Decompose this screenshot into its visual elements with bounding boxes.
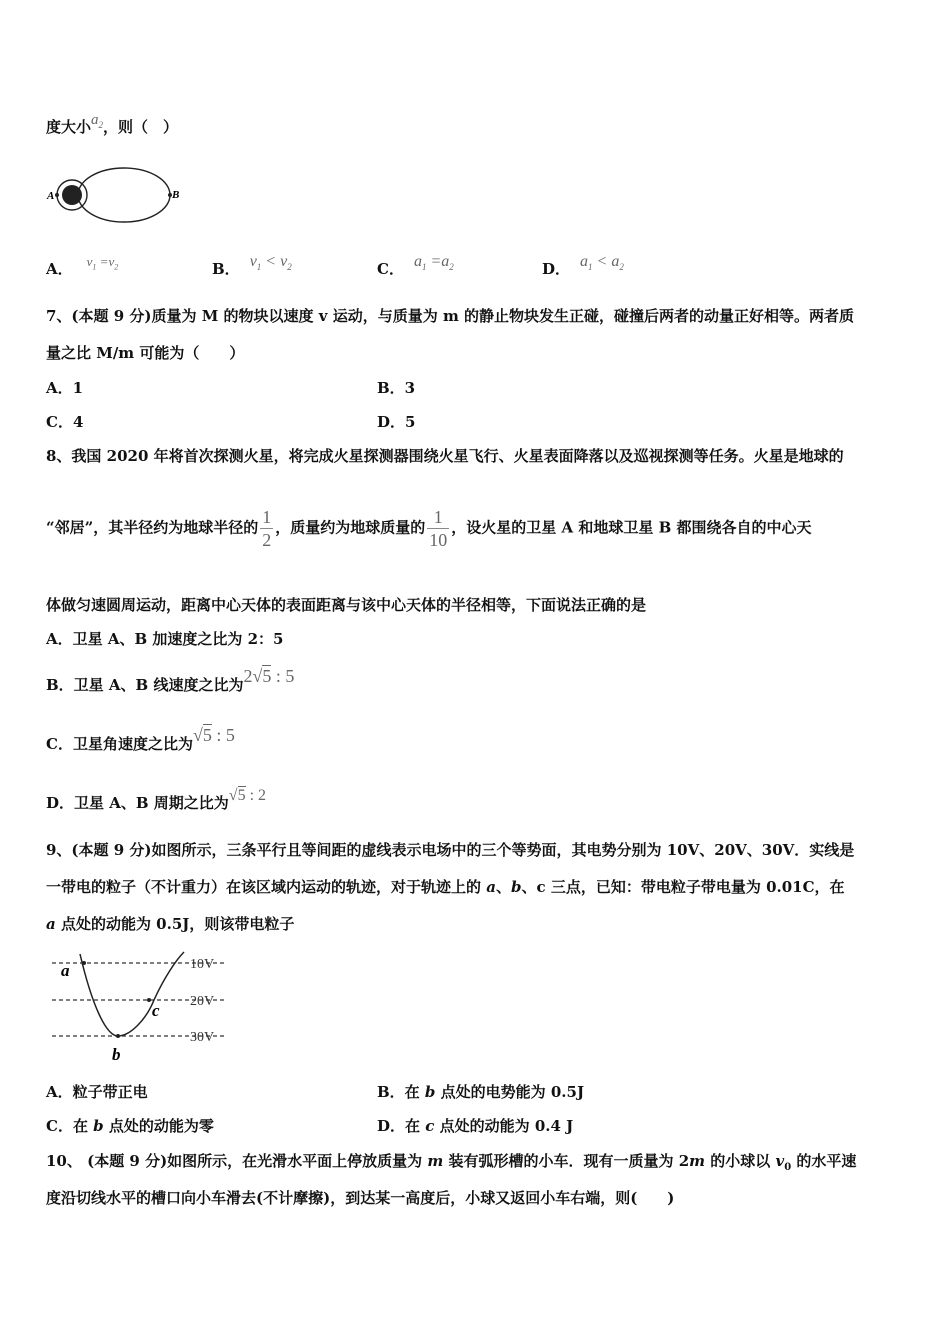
q8-line1: 8、我国 2020 年将首次探测火星，将完成火星探测器围绕火星飞行、火星表面降落以及巡视探测等任务。火星是地球的 <box>46 447 844 465</box>
label-c: c <box>152 1001 160 1020</box>
q9-line2: 一带电的粒子（不计重力）在该区域内运动的轨迹，对于轨迹上的 a、b、c 三点，已知：带电粒子带电量为 0.01C，在 <box>46 878 845 896</box>
particle-trajectory <box>80 952 184 1036</box>
point-a-marker <box>82 961 86 965</box>
q10-line2: 度沿切线水平的槽口向小车滑去(不计摩擦)，到达某一高度后，小球又返回小车右端，则( ) <box>46 1189 675 1207</box>
q9-field-figure <box>44 950 234 1065</box>
q8-option-d-math: √5 : 2 <box>228 787 267 804</box>
label-b: B <box>172 189 180 201</box>
q8-line2 <box>46 506 812 551</box>
q8-line2-b: ，质量约为地球质量的 <box>275 518 426 537</box>
q6-a2: $a_2$ <box>91 112 104 130</box>
q9-line1: 9、(本题 9 分)如图所示，三条平行且等间距的虚线表示电场中的三个等势面，其电势分别为 10V、20V、30V．实线是 <box>46 841 855 859</box>
q6-orbit-figure <box>44 158 184 233</box>
q9-line3: a 点处的动能为 0.5J，则该带电粒子 <box>46 915 295 933</box>
q8-line2-a: “邻居”，其半径约为地球半径的 <box>46 518 259 537</box>
q6-tail-text: 度大小 <box>46 118 92 136</box>
q7-line1: 7、(本题 9 分)质量为 M 的物块以速度 v 运动，与质量为 m 的静止物块发生正碰，碰撞后两者的动量正好相等。两者质 <box>46 307 855 325</box>
q6-option-b[interactable]: B． $v_1 < v_2$ <box>212 253 292 278</box>
label-a: A <box>47 190 55 202</box>
point-b-marker <box>116 1034 120 1038</box>
label-a: a <box>61 961 70 980</box>
q8-option-c[interactable]: C．卫星角速度之比为√5 : 5 <box>46 725 235 753</box>
label-30v: 30V <box>190 1030 215 1045</box>
q8-option-b[interactable]: B．卫星 A、B 线速度之比为2√5 : 5 <box>46 666 295 694</box>
q8-option-c-math: √5 : 5 <box>192 725 235 745</box>
q9-option-a[interactable]: A．粒子带正电 <box>46 1083 148 1101</box>
q7-option-b[interactable]: B．3 <box>377 379 416 397</box>
q8-option-a[interactable]: A．卫星 A、B 加速度之比为 2：5 <box>46 630 284 648</box>
q7-option-a[interactable]: A．1 <box>46 379 84 397</box>
q8-line2-c: ，设火星的卫星 A 和地球卫星 B 都围绕各自的中心天 <box>451 518 812 537</box>
label-20v: 20V <box>190 994 215 1009</box>
q9-option-b[interactable]: B．在 b 点处的电势能为 0.5J <box>377 1083 585 1101</box>
q9-option-d[interactable]: D．在 c 点处的动能为 0.4 J <box>377 1117 574 1135</box>
q7-option-d[interactable]: D．5 <box>377 413 416 431</box>
q6-option-d[interactable]: D． $a_1 < a_2$ <box>542 253 624 278</box>
q7-option-c[interactable]: C．4 <box>46 413 84 431</box>
q6-tail-suffix: ，则（ ） <box>103 118 179 136</box>
q6-option-a[interactable]: A． $v_1 =v_2$ <box>46 254 119 278</box>
planet-icon <box>62 185 82 205</box>
point-c-marker <box>147 998 151 1002</box>
q8-line3: 体做匀速圆周运动，距离中心天体的表面距离与该中心天体的半径相等，下面说法正确的是 <box>46 596 647 614</box>
q8-fraction-half: $\frac{1}{2}$ <box>262 507 272 550</box>
point-a-marker <box>55 193 59 197</box>
q8-option-b-math: 2√5 : 5 <box>243 666 295 686</box>
q9-option-c[interactable]: C．在 b 点处的动能为零 <box>46 1117 214 1135</box>
q10-line1: 10、 (本题 9 分)如图所示，在光滑水平面上停放质量为 m 装有弧形槽的小车．现有一质量为 2m 的小球以 $v_0$ 的水平速 <box>46 1152 857 1173</box>
q8-option-d[interactable]: D．卫星 A、B 周期之比为√5 : 2 <box>46 787 267 812</box>
elliptical-orbit <box>78 168 170 222</box>
q6-tail-line <box>46 112 178 137</box>
q6-option-c[interactable]: C． $a_1 =a_2$ <box>377 253 454 278</box>
label-b: b <box>112 1045 121 1064</box>
q8-fraction-tenth: $\frac{1}{10}$ <box>429 507 448 550</box>
label-10v: 10V <box>190 957 215 972</box>
q7-line2: 量之比 M/m 可能为（ ） <box>46 344 245 362</box>
